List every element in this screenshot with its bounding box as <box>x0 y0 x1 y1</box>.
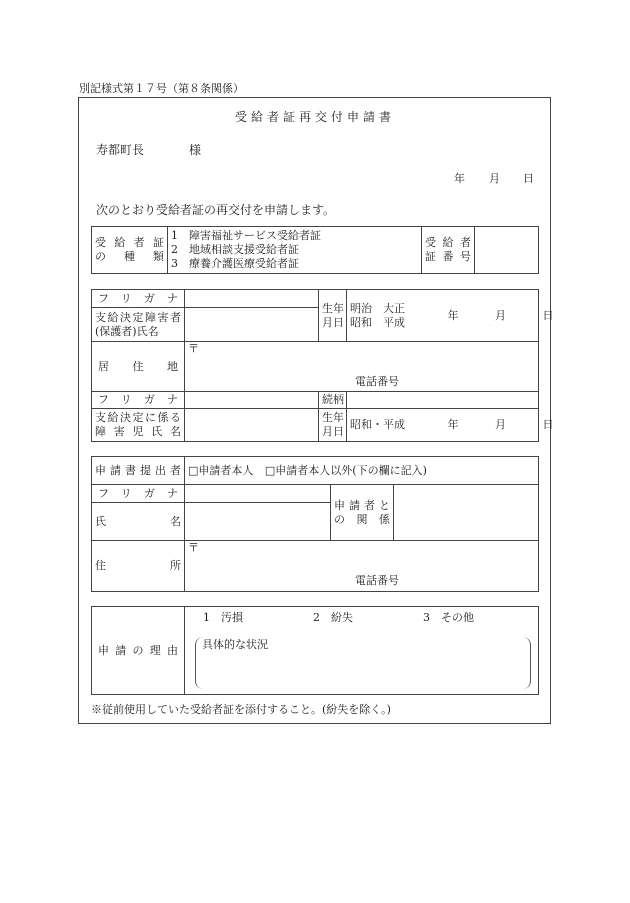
submitter-postal-mark: 〒 <box>188 541 199 554</box>
child-birth-eras: 昭和・平成 <box>347 409 435 442</box>
addressee-honorific: 様 <box>189 143 202 157</box>
submitter-phone-label: 電話番号 <box>355 574 399 587</box>
relation-field[interactable] <box>347 392 539 409</box>
addressee-name: 寿都町長 <box>96 143 145 157</box>
form-title: 受給者証再交付申請書 <box>234 110 395 124</box>
address-field[interactable] <box>185 342 539 392</box>
birth-eras: 明治 大正 昭和 平成 <box>347 290 435 342</box>
reason-option[interactable]: 3 その他 <box>423 611 474 624</box>
guardian-name-label: 支給決定障害者 (保護者)氏名 <box>92 308 185 342</box>
cert-type-table <box>91 226 539 274</box>
cert-type-option[interactable]: 3 療養介護医療受給者証 <box>171 257 299 271</box>
submitter-relation-label: 申請者と の関係 <box>331 485 394 541</box>
submitter-name-label: 氏名 <box>92 503 185 541</box>
reason-option[interactable]: 1 汚損 <box>203 611 243 624</box>
birth-date-field[interactable]: 年 月 日 <box>435 290 539 342</box>
postal-mark: 〒 <box>188 342 199 355</box>
cert-type-option[interactable]: 2 地域相談支援受給者証 <box>171 242 299 256</box>
child-name-label: 支給決定に係る 障害児氏名 <box>92 409 185 442</box>
relation-label: 続柄 <box>319 392 347 409</box>
submitter-table <box>91 456 539 592</box>
child-name-field[interactable] <box>185 409 319 442</box>
submitter-other-checkbox[interactable]: □申請者本人以外(下の欄に記入) <box>264 463 427 477</box>
submitter-options <box>185 457 539 485</box>
furigana-field[interactable] <box>185 290 319 308</box>
submitter-label: 申請書提出者 <box>92 457 185 485</box>
submitter-furigana-label: フリガナ <box>92 485 185 503</box>
phone-label: 電話番号 <box>355 375 399 388</box>
date-year: 年 <box>454 172 465 185</box>
submitter-self-checkbox[interactable]: □申請者本人 <box>188 463 254 477</box>
child-furigana-field[interactable] <box>185 392 319 409</box>
submitter-address-field[interactable] <box>185 541 539 592</box>
child-birth-date-field[interactable]: 年 月 日 <box>435 409 539 442</box>
applicant-table <box>91 289 554 442</box>
detail-label: 具体的な状況 <box>202 638 268 651</box>
reason-option[interactable]: 2 紛失 <box>313 611 353 624</box>
intro-text: 次のとおり受給者証の再交付を申請します。 <box>96 203 336 217</box>
cert-number-field[interactable] <box>475 227 539 274</box>
date-day: 日 <box>523 172 534 185</box>
submitter-relation-field[interactable] <box>394 485 539 541</box>
reason-label: 申請の理由 <box>92 607 185 695</box>
child-birth-label: 生年 月日 <box>319 409 347 442</box>
cert-number-label: 受給者 証番号 <box>422 227 475 274</box>
submitter-furigana-field[interactable] <box>185 485 331 503</box>
form-id: 別記様式第１７号（第８条関係） <box>79 82 244 95</box>
submitter-name-field[interactable] <box>185 503 331 541</box>
cert-type-label: 受給者証 の種類 <box>92 227 168 274</box>
date-month: 月 <box>489 172 500 185</box>
child-furigana-label: フリガナ <box>92 392 185 409</box>
furigana-label: フリガナ <box>92 290 185 308</box>
address-label: 居住地 <box>92 342 185 392</box>
footnote: ※従前使用していた受給者証を添付すること。(紛失を除く。) <box>91 703 391 716</box>
birth-label: 生年 月日 <box>319 290 347 342</box>
submitter-address-label: 住所 <box>92 541 185 592</box>
guardian-name-field[interactable] <box>185 308 319 342</box>
cert-type-option[interactable]: 1 障害福祉サービス受給者証 <box>171 228 321 242</box>
cert-type-options <box>168 227 422 274</box>
